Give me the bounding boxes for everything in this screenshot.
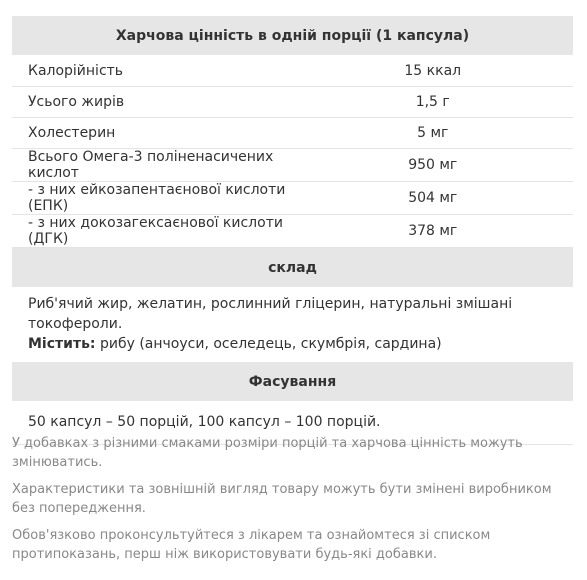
nutrient-value: 5 мг: [293, 118, 574, 149]
table-row: [12, 149, 573, 182]
composition-cell: [12, 288, 573, 363]
nutrient-name: - з них ейкозапентаєнової кислоти (ЕПК): [12, 182, 293, 215]
composition-header-row: [12, 248, 573, 288]
packaging-header: Фасування: [12, 362, 573, 402]
contains-label: Містить:: [28, 336, 96, 352]
composition-contains: [28, 334, 557, 354]
table-row: [12, 182, 573, 215]
nutrient-value: 950 мг: [293, 149, 574, 182]
nutrient-value: 378 мг: [293, 215, 574, 248]
nutrient-name: Всього Омега-3 поліненасичених кислот: [12, 149, 293, 182]
nutrient-name: - з них докозагексаєнової кислоти (ДГК): [12, 215, 293, 248]
table-row: [12, 87, 573, 118]
table-row: [12, 215, 573, 248]
composition-header: склад: [12, 248, 573, 288]
nutrient-name: Калорійність: [12, 56, 293, 87]
nutrient-value: 1,5 г: [293, 87, 574, 118]
composition-text: Риб'ячий жир, желатин, рослинний гліцерин, натуральні змішані токофероли.: [28, 296, 513, 332]
note-consult: Обов'язково проконсультуйтеся з лікарем та ознайомтеся зі списком протипоказань, перш ніж використовувати будь-які добавки.: [12, 528, 491, 562]
note-flavors: У добавках з різними смаками розміри порцій та харчова цінність можуть змінюватись.: [12, 436, 523, 470]
nutrient-value: 15 ккал: [293, 56, 574, 87]
nutrient-name: Холестерин: [12, 118, 293, 149]
nutrient-value: 504 мг: [293, 182, 574, 215]
disclaimer-notes: [12, 434, 557, 572]
table-row: [12, 56, 573, 87]
packaging-text: 50 капсул – 50 порцій, 100 капсул – 100 порцій.: [12, 402, 573, 445]
contains-value: рибу (анчоуси, оселедець, скумбрія, сардина): [95, 336, 442, 352]
note-appearance: Характеристики та зовнішній вигляд товару можуть бути змінені виробником без попередження.: [12, 482, 552, 516]
nutrient-name: Усього жирів: [12, 87, 293, 118]
table-row: [12, 118, 573, 149]
nutrition-table: [12, 16, 573, 445]
nutrition-header-row: [12, 16, 573, 56]
nutrition-header: Харчова цінність в одній порції (1 капсула): [12, 16, 573, 56]
packaging-header-row: [12, 362, 573, 402]
composition-row: [12, 288, 573, 363]
